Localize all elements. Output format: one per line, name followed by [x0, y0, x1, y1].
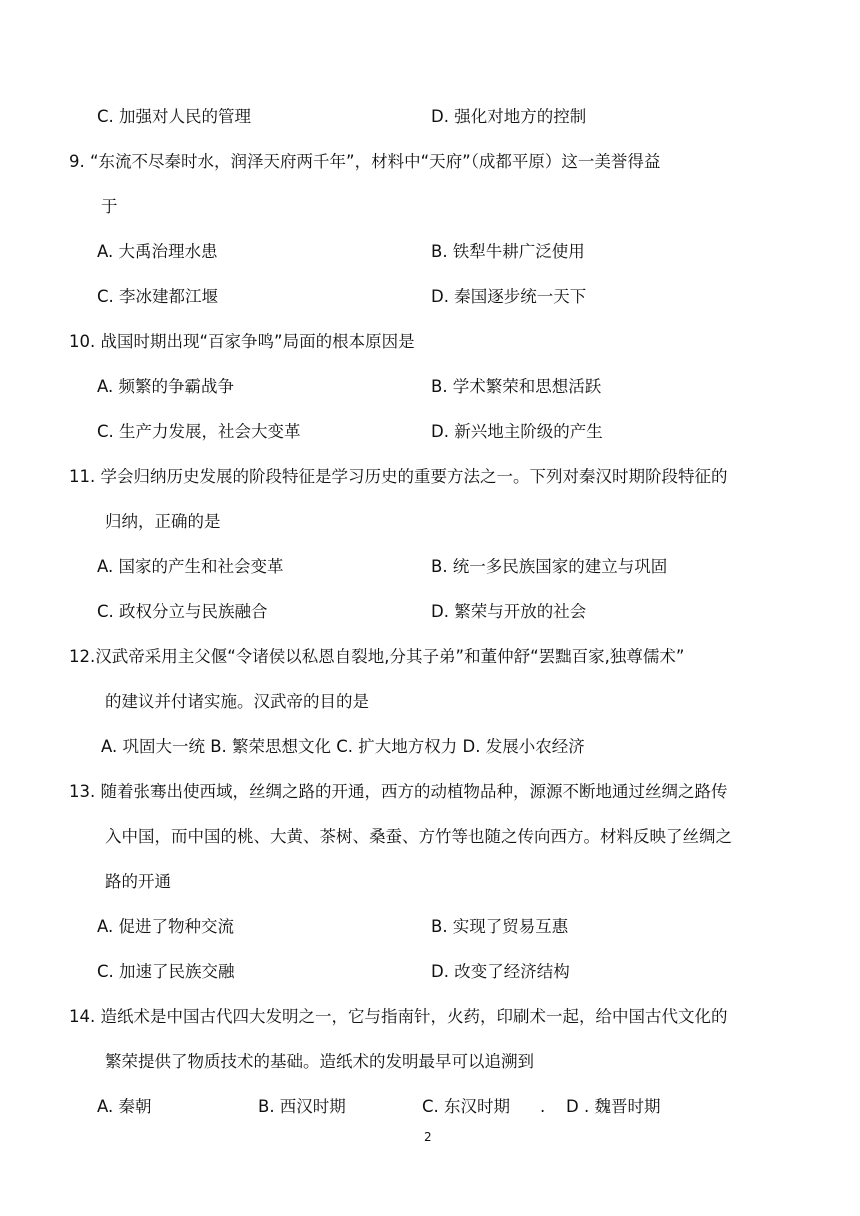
q11-option-a: A. 国家的产生和社会变革 [97, 557, 284, 576]
q9-option-a: A. 大禹治理水患 [97, 242, 218, 261]
q14-option-c: C. 东汉时期 [422, 1097, 511, 1116]
q12-stem-line2: 的建议并付诸实施。汉武帝的目的是 [105, 692, 369, 711]
q11-stem-line1: 11. 学会归纳历史发展的阶段特征是学习历史的重要方法之一。下列对秦汉时期阶段特征的 [69, 467, 728, 486]
q13-option-d: D. 改变了经济结构 [431, 962, 570, 981]
page-number: 2 [424, 1130, 432, 1144]
q10-stem: 10. 战国时期出现“百家争鸣”局面的根本原因是 [69, 332, 415, 351]
q13-option-a: A. 促进了物种交流 [97, 917, 234, 936]
q11-option-b: B. 统一多民族国家的建立与巩固 [431, 557, 668, 576]
q13-stem-line3: 路的开通 [105, 872, 171, 891]
q14-stem-line2: 繁荣提供了物质技术的基础。造纸术的发明最早可以追溯到 [105, 1052, 534, 1071]
q9-option-c: C. 李冰建都江堰 [97, 287, 219, 306]
q14-separator: . [540, 1097, 546, 1116]
q10-option-a: A. 频繁的争霸战争 [97, 377, 234, 396]
q14-option-a: A. 秦朝 [97, 1097, 152, 1116]
q13-option-b: B. 实现了贸易互惠 [431, 917, 569, 936]
q10-option-d: D. 新兴地主阶级的产生 [431, 422, 603, 441]
q11-stem-line2: 归纳，正确的是 [105, 512, 221, 531]
q10-option-c: C. 生产力发展，社会大变革 [97, 422, 301, 441]
q14-option-b: B. 西汉时期 [258, 1097, 346, 1116]
q10-option-b: B. 学术繁荣和思想活跃 [431, 377, 602, 396]
q13-option-c: C. 加速了民族交融 [97, 962, 235, 981]
q13-stem-line1: 13. 随着张骞出使西域，丝绸之路的开通，西方的动植物品种，源源不断地通过丝绸之路传 [69, 782, 728, 801]
q8-option-c: C. 加强对人民的管理 [97, 107, 252, 126]
q12-options: A. 巩固大一统 B. 繁荣思想文化 C. 扩大地方权力 D. 发展小农经济 [101, 737, 585, 756]
q14-option-d: D . 魏晋时期 [566, 1097, 661, 1116]
q9-option-d: D. 秦国逐步统一天下 [431, 287, 587, 306]
q9-option-b: B. 铁犁牛耕广泛使用 [431, 242, 585, 261]
q11-option-d: D. 繁荣与开放的社会 [431, 602, 587, 621]
q14-stem-line1: 14. 造纸术是中国古代四大发明之一，它与指南针，火药，印刷术一起，给中国古代文化的 [69, 1007, 728, 1026]
q11-option-c: C. 政权分立与民族融合 [97, 602, 268, 621]
q8-option-d: D. 强化对地方的控制 [431, 107, 587, 126]
q12-stem-line1: 12.汉武帝采用主父偃“令诸侯以私恩自裂地,分其子弟”和董仲舒“罢黜百家,独尊儒术” [69, 647, 685, 666]
q9-stem-line2: 于 [101, 197, 118, 216]
q13-stem-line2: 入中国，而中国的桃、大黄、茶树、桑蚕、方竹等也随之传向西方。材料反映了丝绸之 [105, 827, 732, 846]
q9-stem-line1: 9. “东流不尽秦时水，润泽天府两千年”，材料中“天府”（成都平原）这一美誉得益 [69, 152, 661, 171]
